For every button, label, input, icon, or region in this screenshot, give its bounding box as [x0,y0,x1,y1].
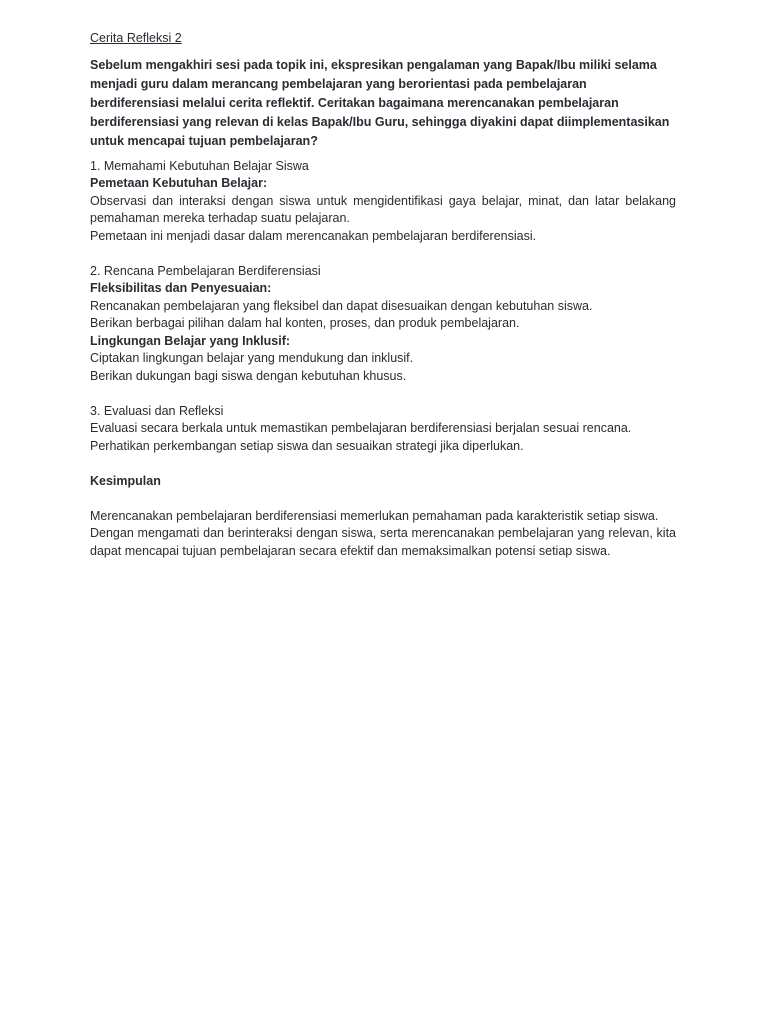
section-1-heading: 1. Memahami Kebutuhan Belajar Siswa [90,158,309,173]
section-2-heading: 2. Rencana Pembelajaran Berdiferensiasi [90,263,321,278]
section-1-paragraph-1: Observasi dan interaksi dengan siswa untuk mengidentifikasi gaya belajar, minat, dan latar belakang pemahaman mereka terhadap suatu pelajaran. [90,193,676,226]
section-2-paragraph-2: Berikan berbagai pilihan dalam hal konten, proses, dan produk pembelajaran. [90,316,520,331]
conclusion-paragraph-2: Dengan mengamati dan berinteraksi dengan siswa, serta merencanakan pembelajaran yang relevan, kita dapat mencapai tujuan pembelajaran secara efektif dan memaksimalkan potensi setiap siswa. [90,526,676,558]
section-1-subheading: Pemetaan Kebutuhan Belajar: [90,176,268,191]
conclusion-body [90,508,676,561]
spacer [90,245,676,263]
section-2-paragraph-4: Berikan dukungan bagi siswa dengan kebutuhan khusus. [90,368,407,383]
section-1-paragraph-2: Pemetaan ini menjadi dasar dalam merencanakan pembelajaran berdiferensiasi. [90,228,537,243]
section-2-subheading-2: Lingkungan Belajar yang Inklusif: [90,333,291,348]
section-2-paragraph-3: Ciptakan lingkungan belajar yang mendukung dan inklusif. [90,351,414,366]
section-3-paragraph-1: Evaluasi secara berkala untuk memastikan pembelajaran berdiferensiasi berjalan sesuai rencana. [90,421,632,436]
conclusion-paragraph-1: Merencanakan pembelajaran berdiferensiasi memerlukan pemahaman pada karakteristik setiap siswa. [90,508,659,523]
document-title: Cerita Refleksi 2 [90,31,182,45]
document-page [90,30,676,560]
spacer [90,455,676,473]
section-2-subheading-1: Fleksibilitas dan Penyesuaian: [90,281,272,296]
section-3-paragraph-2: Perhatikan perkembangan setiap siswa dan sesuaikan strategi jika diperlukan. [90,438,524,453]
section-2-paragraph-1: Rencanakan pembelajaran yang fleksibel dan dapat disesuaikan dengan kebutuhan siswa. [90,298,593,313]
reflection-prompt: Sebelum mengakhiri sesi pada topik ini, ekspresikan pengalaman yang Bapak/Ibu miliki selama menjadi guru dalam merancang pembelajaran yang berorientasi pada pembelajaran berdiferensiasi melalui cerita reflektif. Ceritakan bagaimana merencanakan pembelajaran berdiferensiasi yang relevan di kelas Bapak/Ibu Guru, sehingga diyakini dapat diimplementasikan untuk mencapai tujuan pembelajaran? [90,57,670,149]
section-differentiated-plan [90,263,676,386]
spacer [90,490,676,508]
section-understanding-needs [90,158,676,246]
section-3-heading: 3. Evaluasi dan Refleksi [90,403,224,418]
spacer [90,385,676,403]
section-evaluation-reflection [90,403,676,456]
conclusion-heading: Kesimpulan [90,473,161,488]
